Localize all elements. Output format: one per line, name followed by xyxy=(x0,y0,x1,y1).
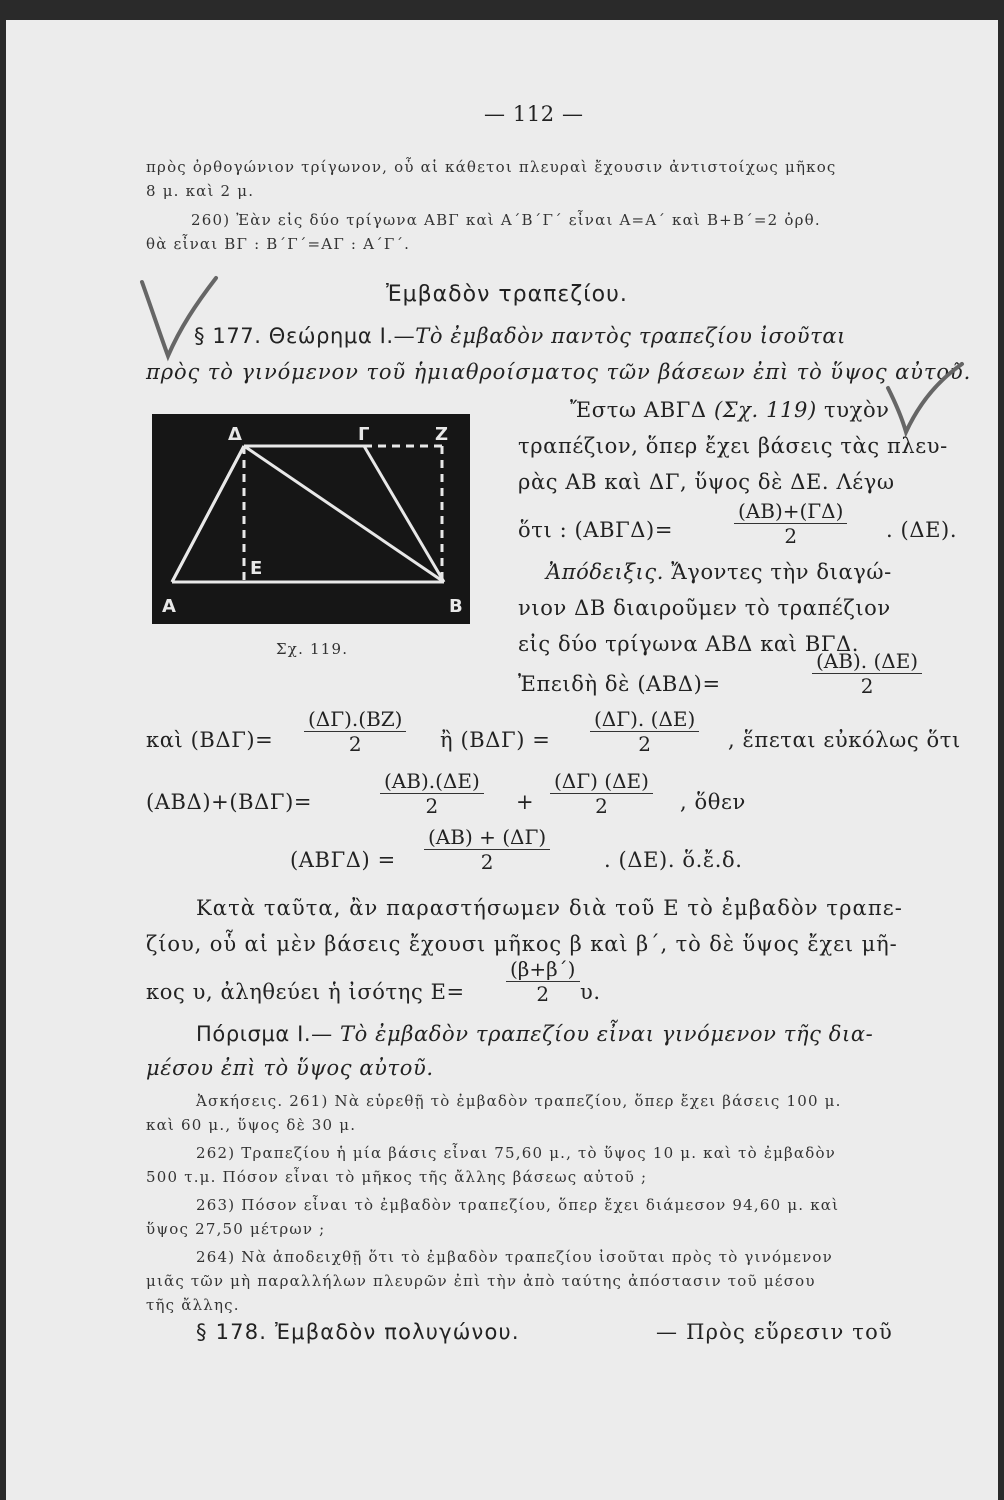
fraction: $\frac{(\Delta\Gamma). (\Delta E)}{2}$ xyxy=(590,708,699,756)
figure-label-b: B xyxy=(449,596,463,617)
trapezoid-figure xyxy=(152,414,470,624)
text-line: 8 μ. καὶ 2 μ. xyxy=(146,182,255,200)
porism-heading: Πόρισμα Ι.— Τὸ ἐμβαδὸν τραπεζίου εἶναι γινόμενον τῆς δια- xyxy=(196,1022,874,1046)
figure-label-a: A xyxy=(162,596,176,617)
exercise-line: ὕψος 27,50 μέτρων ; xyxy=(146,1220,326,1238)
eq3-suffix: . (ΔΕ). ὅ.ἔ.δ. xyxy=(604,848,743,872)
theorem-heading xyxy=(194,324,846,348)
fraction: $\frac{(\Delta\Gamma).(BZ)}{2}$ xyxy=(304,708,406,756)
figure-label-z: Z xyxy=(435,424,449,445)
page-number: — 112 — xyxy=(484,102,584,126)
section-178-text: — Πρὸς εὕρεσιν τοῦ xyxy=(656,1320,893,1344)
fraction: $\frac{(AB)+(\Gamma\Delta)}{2}$ xyxy=(734,500,847,548)
theorem-text-1: Τὸ ἐμβαδὸν παντὸς τραπεζίου ἰσοῦται xyxy=(415,324,846,348)
exercise-line: μιᾶς τῶν μὴ παραλλήλων πλευρῶν ἐπὶ τὴν ἀπὸ ταύτης ἀπόστασιν τοῦ μέσου xyxy=(146,1272,816,1290)
fraction: $\frac{(AB). (\Delta E)}{2}$ xyxy=(812,650,922,698)
proof-line: Ἀπόδειξις. Ἄγοντες τὴν διαγώ- xyxy=(546,560,892,584)
fraction: $\frac{(AB) + (\Delta\Gamma)}{2}$ xyxy=(424,826,550,874)
eq2-plus: + xyxy=(516,790,535,814)
figure-label-delta: Δ xyxy=(228,424,242,445)
right-line-7: εἰς δύο τρίγωνα ΑΒΔ καὶ ΒΓΔ. xyxy=(518,632,860,656)
fraction: $\frac{(AB).(\Delta E)}{2}$ xyxy=(380,770,484,818)
exercise-line: 263) Πόσον εἶναι τὸ ἐμβαδὸν τραπεζίου, ὅπερ ἔχει διάμεσον 94,60 μ. καὶ xyxy=(196,1196,840,1214)
exercise-line: 500 τ.μ. Πόσον εἶναι τὸ μῆκος τῆς ἄλλης βάσεως αὐτοῦ ; xyxy=(146,1168,648,1186)
exercise-line: 260) Ἐὰν εἰς δύο τρίγωνα ΑΒΓ καὶ Α΄Β΄Γ΄ εἶναι Α=Α΄ καὶ Β+Β΄=2 ὀρθ. xyxy=(191,211,821,229)
book-page xyxy=(6,20,998,1500)
figure-label-e: E xyxy=(250,558,263,579)
handwritten-check-mark xyxy=(134,270,224,370)
para-line-3: κος υ, ἀληθεύει ἡ ἰσότης Ε= xyxy=(146,980,465,1004)
para-line-2: ζίου, οὗ αἱ μὲν βάσεις ἔχουσι μῆκος β καὶ β΄, τὸ δὲ ὕψος ἔχει μῆ- xyxy=(146,932,898,956)
para-line-1: Κατὰ ταῦτα, ἂν παραστήσωμεν διὰ τοῦ Ε τὸ ἐμβαδὸν τραπε- xyxy=(196,896,903,920)
eq1-suffix: , ἕπεται εὐκόλως ὅτι xyxy=(728,728,961,752)
figure-label-gamma: Γ xyxy=(358,424,370,445)
right-line-3: ρὰς ΑΒ καὶ ΔΓ, ὕψος δὲ ΔΕ. Λέγω xyxy=(518,470,895,494)
right-line-2: τραπέζιον, ὅπερ ἔχει βάσεις τὰς πλευ- xyxy=(518,434,948,458)
section-178-heading: § 178. Ἐμβαδὸν πολυγώνου. xyxy=(196,1320,520,1344)
exercise-line: 264) Νὰ ἀποδειχθῇ ὅτι τὸ ἐμβαδὸν τραπεζίου ἰσοῦται πρὸς τὸ γινόμενον xyxy=(196,1248,833,1266)
eq1-prefix: καὶ (ΒΔΓ)= xyxy=(146,728,274,752)
theorem-label: § 177. Θεώρημα Ι. xyxy=(194,324,394,348)
section-title: Ἐμβαδὸν τραπεζίου. xyxy=(386,282,628,307)
right-line-4: ὅτι : (ΑΒΓΔ)= xyxy=(518,518,674,542)
fraction: $\frac{(\beta+\beta΄)}{2}$ xyxy=(506,958,580,1006)
exercise-line: καὶ 60 μ., ὕψος δὲ 30 μ. xyxy=(146,1116,357,1134)
eq3-prefix: (ΑΒΓΔ) = xyxy=(290,848,396,872)
text-line: θὰ εἶναι ΒΓ : Β΄Γ΄=ΑΓ : Α΄Γ΄. xyxy=(146,235,411,253)
theorem-dash: — xyxy=(393,324,416,348)
porism-text-2: μέσου ἐπὶ τὸ ὕψος αὐτοῦ. xyxy=(146,1056,434,1080)
exercise-line: τῆς ἄλλης. xyxy=(146,1296,240,1314)
eq2-prefix: (ΑΒΔ)+(ΒΔΓ)= xyxy=(146,790,313,814)
right-line-6: νιον ΔΒ διαιροῦμεν τὸ τραπέζιον xyxy=(518,596,891,620)
eq2-suffix: , ὅθεν xyxy=(680,790,746,814)
right-line-8: Ἐπειδὴ δὲ (ΑΒΔ)= xyxy=(518,672,721,696)
right-line-4-suffix: . (ΔΕ). xyxy=(886,518,958,542)
eq1-mid: ἢ (ΒΔΓ) = xyxy=(440,728,551,752)
text-line: πρὸς ὀρθογώνιον τρίγωνον, οὗ αἱ κάθετοι πλευραὶ ἔχουσιν ἀντιστοίχως μῆκος xyxy=(146,158,837,176)
exercise-line: Ἀσκήσεις. 261) Νὰ εὑρεθῇ τὸ ἐμβαδὸν τραπεζίου, ὅπερ ἔχει βάσεις 100 μ. xyxy=(196,1092,842,1110)
theorem-text-2: πρὸς τὸ γινόμενον τοῦ ἡμιαθροίσματος τῶν βάσεων ἐπὶ τὸ ὕψος αὐτοῦ. xyxy=(146,360,972,384)
figure-caption: Σχ. 119. xyxy=(276,640,349,658)
right-line-1: Ἔστω ΑΒΓΔ (Σχ. 119) τυχὸν xyxy=(570,398,890,422)
para-line-3-suffix: υ. xyxy=(580,980,601,1004)
exercise-line: 262) Τραπεζίου ἡ μία βάσις εἶναι 75,60 μ., τὸ ὕψος 10 μ. καὶ τὸ ἐμβαδὸν xyxy=(196,1144,836,1162)
fraction: $\frac{(\Delta\Gamma) (\Delta E)}{2}$ xyxy=(550,770,653,818)
